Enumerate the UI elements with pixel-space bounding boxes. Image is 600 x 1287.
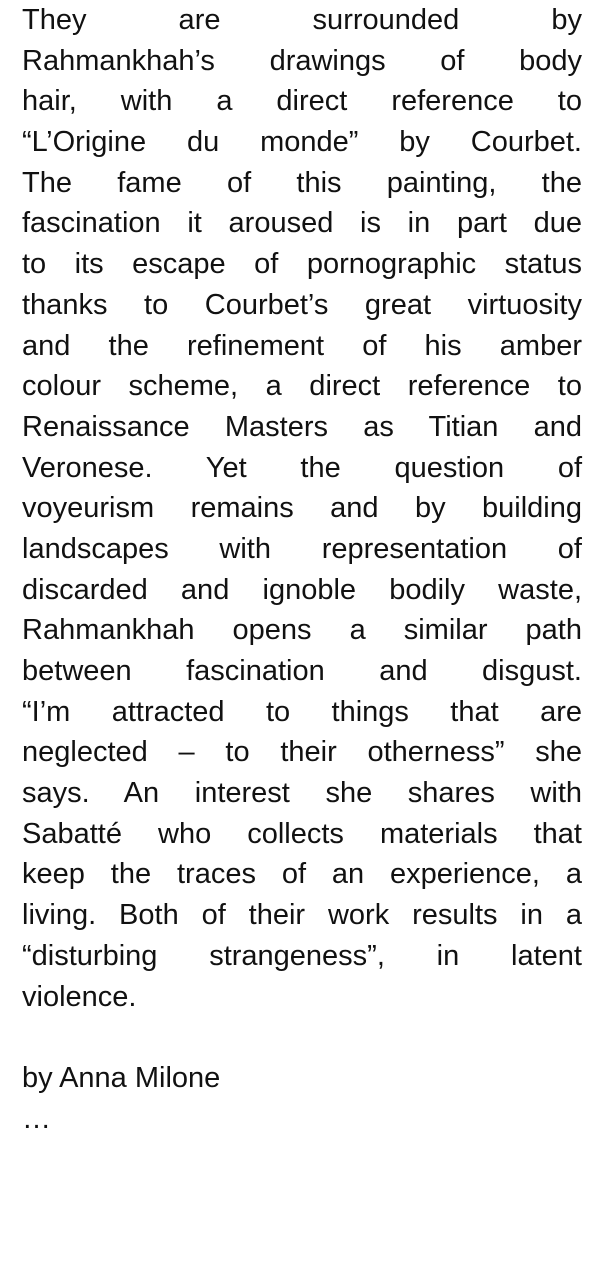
ellipsis: … xyxy=(22,1102,51,1135)
text-line: to its escape of pornographic status xyxy=(22,248,582,281)
text-line: Rahmankhah opens a similar path xyxy=(22,614,582,647)
paragraph-gap xyxy=(22,1017,582,1058)
text-line: The fame of this painting, the xyxy=(22,166,582,199)
text-line: says. An interest she shares with xyxy=(22,777,582,810)
text-line: living. Both of their work results in a xyxy=(22,899,582,932)
text-line: between fascination and disgust. xyxy=(22,655,582,687)
text-line: neglected – to their otherness” she xyxy=(22,736,582,769)
text-line: landscapes with representation of xyxy=(22,532,582,565)
text-line: violence. xyxy=(22,980,137,1013)
text-line: fascination it aroused is in part due xyxy=(22,207,582,240)
text-line: voyeurism remains and by building xyxy=(22,492,582,525)
byline: by Anna Milone xyxy=(22,1061,221,1094)
text-line: hair, with a direct reference to xyxy=(22,85,582,118)
text-line: thanks to Courbet’s great virtuosity xyxy=(22,288,582,321)
text-line: Sabatté who collects materials that xyxy=(22,817,582,850)
text-line: Veronese. Yet the question of xyxy=(22,451,582,484)
text-line: “disturbing strangeness”, in latent xyxy=(22,939,582,972)
text-line: Rahmankhah’s drawings of body xyxy=(22,44,582,77)
text-line: and the refinement of his amber xyxy=(22,329,582,362)
text-line: keep the traces of an experience, a xyxy=(22,858,582,891)
article-body xyxy=(22,0,582,1139)
text-line: “I’m attracted to things that are xyxy=(22,695,582,728)
text-line: They are surrounded by xyxy=(22,4,582,36)
text-line: discarded and ignoble bodily waste, xyxy=(22,573,582,606)
text-line: “L’Origine du monde” by Courbet. xyxy=(22,126,582,159)
text-line: colour scheme, a direct reference to xyxy=(22,370,582,403)
text-line: Renaissance Masters as Titian and xyxy=(22,410,582,443)
